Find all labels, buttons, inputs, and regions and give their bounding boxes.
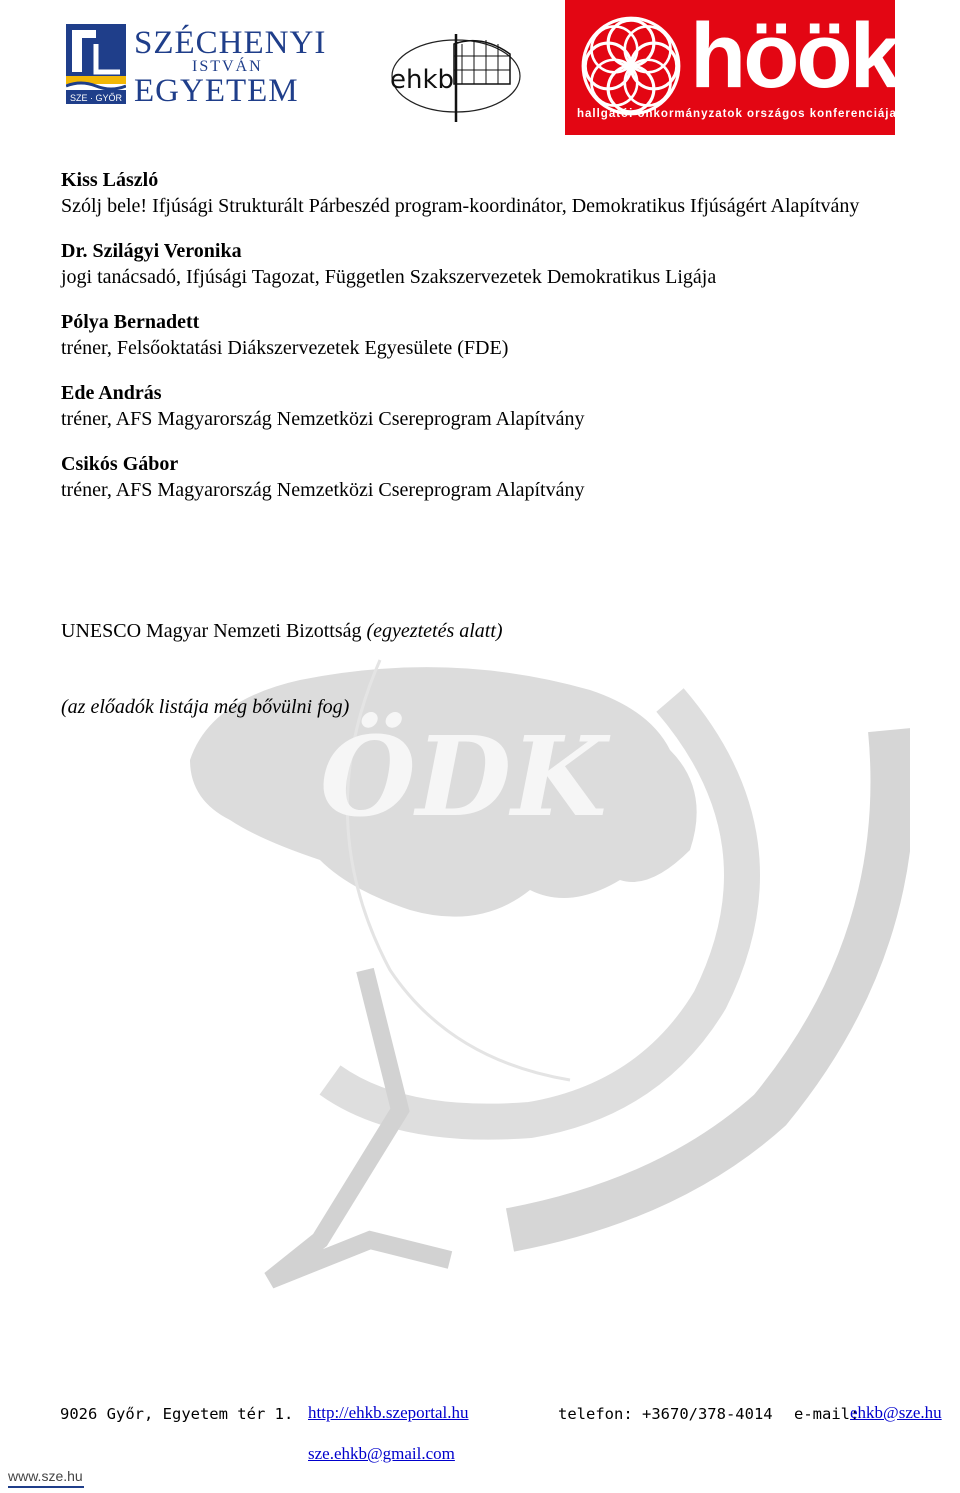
- speaker-role: jogi tanácsadó, Ifjúsági Tagozat, Független Szakszervezetek Demokratikus Ligája: [61, 265, 717, 288]
- ehkb-logo-text: ehkb: [390, 65, 455, 95]
- ehkb-logo: [384, 24, 529, 134]
- sze-logo-line2: ISTVÁN: [192, 58, 263, 75]
- speaker-role: Szólj bele! Ifjúsági Strukturált Párbeszéd program-koordinátor, Demokratikus Ifjúságért Alapítvány: [61, 194, 860, 217]
- speaker-name: Dr. Szilágyi Veronika: [61, 240, 242, 262]
- hook-logo-subtitle: hallgatói önkormányzatok országos konferenciája: [577, 108, 897, 120]
- watermark-text: ÖDK: [320, 712, 607, 841]
- speaker-name: Ede András: [61, 382, 162, 404]
- unesco-name: UNESCO Magyar Nemzeti Bizottság: [61, 620, 362, 642]
- speaker-entry: [61, 239, 941, 290]
- footer-email-label: e-mail:: [794, 1405, 860, 1423]
- speakers-list: [61, 168, 941, 523]
- sze-logo-line1: SZÉCHENYI: [134, 25, 327, 61]
- footer-address: 9026 Győr, Egyetem tér 1.: [60, 1405, 294, 1423]
- footer-www-underline: [8, 1486, 84, 1488]
- hook-logo-word: höök: [690, 5, 898, 107]
- sze-logo: [66, 24, 346, 109]
- svg-text:SZE · GYŐR: SZE · GYŐR: [69, 93, 123, 103]
- unesco-status: (egyeztetés alatt): [366, 620, 503, 642]
- rosette-icon: [579, 14, 683, 118]
- footer-email2-link[interactable]: sze.ehkb@gmail.com: [308, 1444, 455, 1463]
- speaker-entry: [61, 452, 941, 503]
- speaker-name: Pólya Bernadett: [61, 311, 200, 333]
- speakers-note: (az előadók listája még bővülni fog): [61, 696, 350, 718]
- speaker-entry: [61, 381, 941, 432]
- footer-email-link[interactable]: ehkb@sze.hu: [850, 1403, 942, 1422]
- footer-www[interactable]: www.sze.hu: [8, 1468, 83, 1484]
- sze-logo-line3: EGYETEM: [134, 73, 299, 109]
- speaker-role: tréner, AFS Magyarország Nemzetközi Csereprogram Alapítvány: [61, 478, 585, 501]
- unesco-line: [61, 620, 503, 643]
- footer-phone: telefon: +3670/378-4014: [558, 1405, 773, 1423]
- odk-watermark: [150, 640, 910, 1320]
- sze-emblem-icon: [66, 24, 126, 104]
- speaker-entry: [61, 168, 941, 219]
- speaker-entry: [61, 310, 941, 361]
- footer-website-link[interactable]: http://ehkb.szeportal.hu: [308, 1403, 469, 1422]
- hook-logo: [565, 0, 898, 135]
- speaker-role: tréner, Felsőoktatási Diákszervezetek Egyesülete (FDE): [61, 336, 509, 359]
- speaker-name: Kiss László: [61, 169, 159, 191]
- speaker-name: Csikós Gábor: [61, 453, 179, 475]
- speaker-role: tréner, AFS Magyarország Nemzetközi Csereprogram Alapítvány: [61, 407, 585, 430]
